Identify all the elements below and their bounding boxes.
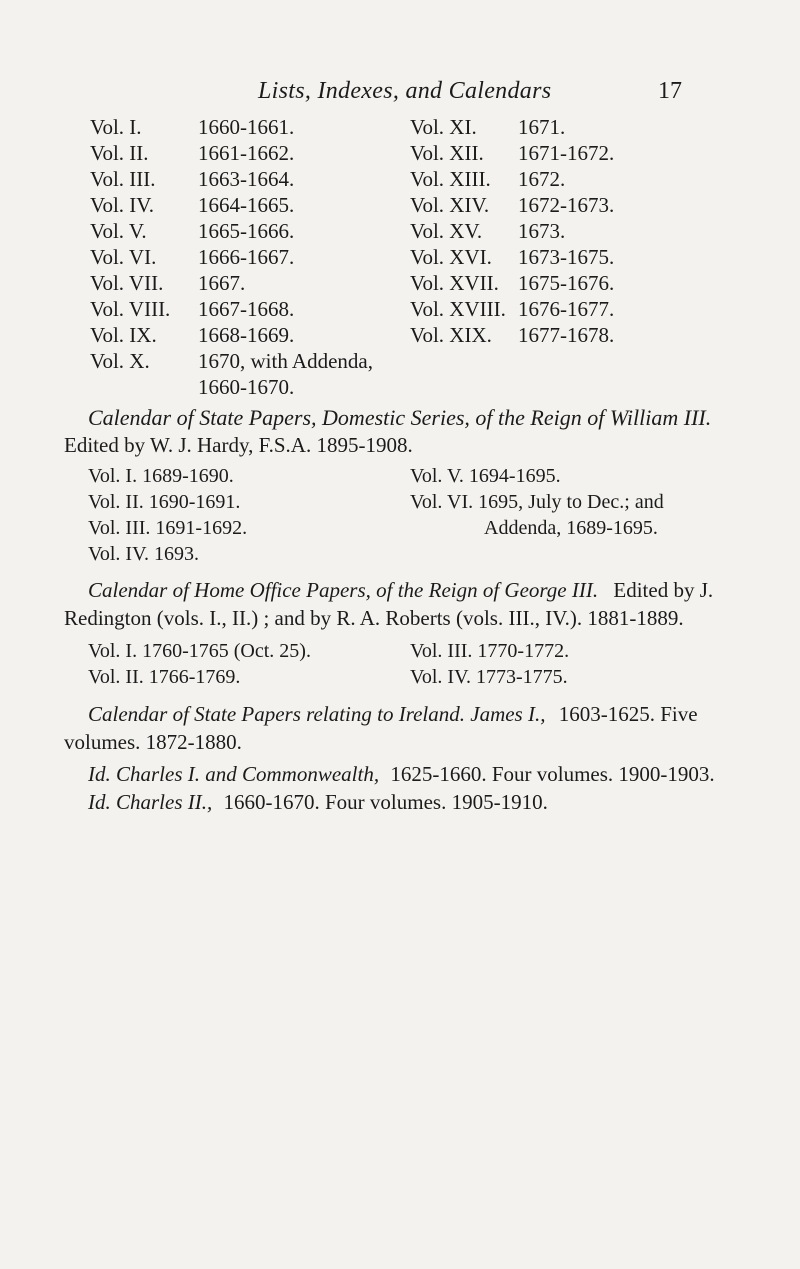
ireland-title-tail: 1603-1625. Five [558, 702, 698, 726]
william-iii-editor-line: Edited by W. J. Hardy, F.S.A. 1895-1908. [64, 433, 413, 457]
running-head [0, 78, 800, 112]
ireland-charles-ii-title: Id. Charles II., [88, 790, 213, 814]
ireland-charles-i-line [88, 762, 715, 787]
george-iii-volume: Vol. III. 1770-1772. [410, 640, 570, 662]
william-iii-volume: Vol. VI. 1695, July to Dec.; and [410, 491, 664, 513]
william-iii-volume: Vol. IV. 1693. [88, 543, 199, 565]
william-iii-volume-continuation: Addenda, 1689-1695. [484, 517, 658, 539]
william-iii-volume: Vol. I. 1689-1690. [88, 465, 234, 487]
book-page: Lists, Indexes, and Calendars 17 Vol. I. 1660-1661. Vol. II. 1661-1662. Vol. III. 1663-1664. Vol. IV. 1664-1665. Vol. V. 1665-1666. Vol. VI. 1666-1667. Vol. VII. 1667. Vol. VIII. 1667-1668. Vol. IX. 1668-1669. Vol. X. 1670, with Addenda, 1660-1670. Vol. XI. 1671. Vol. XII. 1671-1672. Vol. XIII. 1672. Vol. XIV. 1672-1673. Vol. XV. 1673. Vol. XVI. 1673-1675. Vol. XVII. 1675-1676. Vol. XVIII. 1676-1677. Vol. XIX. 1677-1678. Calendar of State Papers, Domestic Series, of the Reign of William III. Edited by W. J. Hardy, F.S.A. 1895-1908. Vol. I. 1689-1690. Vol. II. 1690-1691. Vol. III. 1691-1692. Vol. IV. 1693. Vol. V. 1694-1695. Vol. VI. 1695, July to Dec.; and Addenda, 1689-1695. Calendar of Home Office Papers, of the Reign of George III. Edited by J. Redington (vols. I., II.) ; and by R. A. Roberts (vols. III., IV.). 1881-1889. Vol. I. 1760-1765 (Oct. 25). Vol. II. 1766-1769. Vol. III. 1770-1772. Vol. IV. 1773-1775. Calendar of State Papers relating to Ireland. James I., 1603-1625. Five volumes. 1872-1880. Id. Charles I. and Commonwealth, 1625-1660. Four volumes. 1900-1903. Id. Charles II., 1660-1670. Four volumes. 1905-1910. [0, 0, 800, 1269]
ireland-charles-ii-line [88, 790, 548, 815]
george-iii-volume: Vol. I. 1760-1765 (Oct. 25). [88, 640, 311, 662]
ireland-charles-i-title: Id. Charles I. and Commonwealth, [88, 762, 380, 786]
page-number: 17 [658, 78, 682, 104]
william-iii-volume: Vol. II. 1690-1691. [88, 491, 241, 513]
volume-entry-continuation: 1660-1670. [198, 375, 295, 399]
ireland-charles-i-details: 1625-1660. Four volumes. 1900-1903. [390, 762, 715, 786]
ireland-calendar-title-line [88, 702, 698, 727]
ireland-charles-ii-details: 1660-1670. Four volumes. 1905-1910. [223, 790, 548, 814]
william-iii-calendar-title: Calendar of State Papers, Domestic Series, of the Reign of William III. [88, 405, 712, 430]
george-iii-calendar-title: Calendar of Home Office Papers, of the Reign of George III. [88, 578, 599, 602]
george-iii-volume: Vol. IV. 1773-1775. [410, 666, 568, 688]
running-title: Lists, Indexes, and Calendars [258, 78, 552, 104]
william-iii-volume: Vol. V. 1694-1695. [410, 465, 561, 487]
george-iii-calendar-title-line [88, 578, 713, 603]
william-iii-volume: Vol. III. 1691-1692. [88, 517, 248, 539]
ireland-volumes-line: volumes. 1872-1880. [64, 730, 242, 754]
george-iii-title-tail: Edited by J. [613, 578, 714, 602]
ireland-calendar-title: Calendar of State Papers relating to Ireland. James I., [88, 702, 546, 726]
george-iii-volume: Vol. II. 1766-1769. [88, 666, 241, 688]
george-iii-editor-line: Redington (vols. I., II.) ; and by R. A. Roberts (vols. III., IV.). 1881-1889. [64, 606, 684, 630]
